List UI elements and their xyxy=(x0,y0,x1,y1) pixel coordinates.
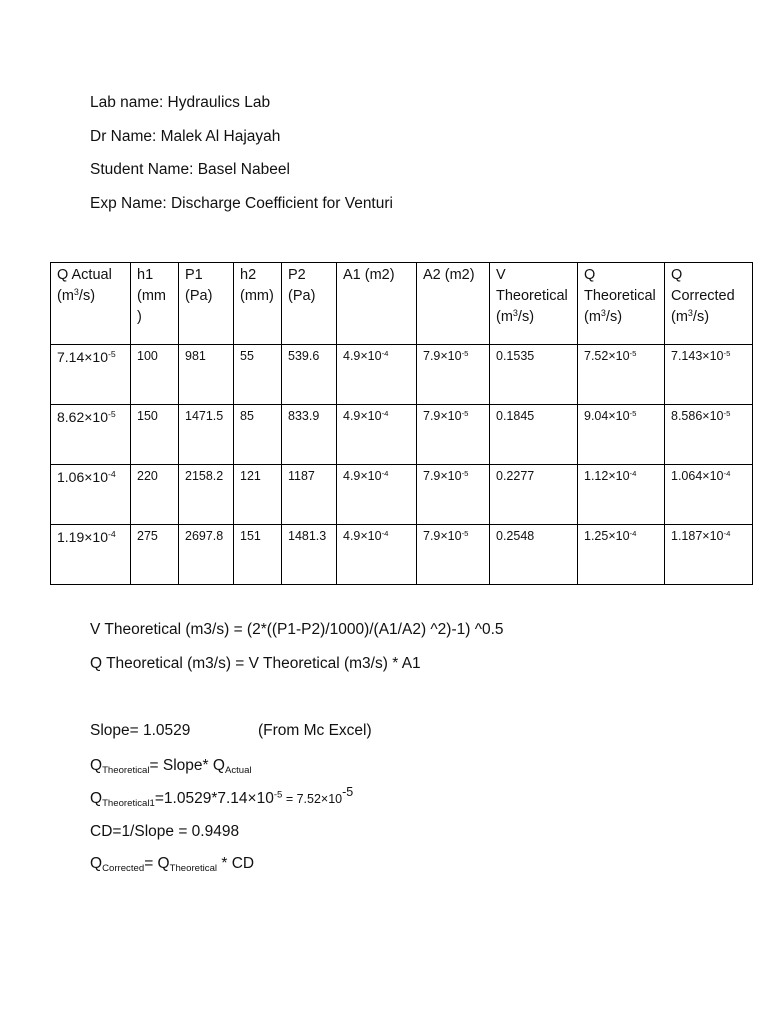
cell-value: 8.586×10 xyxy=(671,409,724,423)
cell-value: 1.25×10 xyxy=(584,529,630,543)
cell-value: 1.19×10 xyxy=(57,529,108,545)
q-example-formula xyxy=(90,785,354,809)
table-cell xyxy=(51,405,131,465)
table-cell xyxy=(665,345,753,405)
q-symbol: Q xyxy=(90,757,103,774)
table-cell xyxy=(490,465,578,525)
q-slope-formula xyxy=(90,757,252,775)
cell-exponent: -5 xyxy=(108,349,116,360)
cell-value: 1.064×10 xyxy=(671,469,724,483)
cell-value: 7.9×10 xyxy=(423,469,462,483)
table-cell xyxy=(490,405,578,465)
table-cell xyxy=(179,345,234,405)
column-header xyxy=(131,263,179,345)
cell-value: 7.143×10 xyxy=(671,349,724,363)
slope-line xyxy=(90,722,372,740)
exponent: -5 xyxy=(273,789,283,801)
cell-value: 4.9×10 xyxy=(343,409,382,423)
cell-exponent: -4 xyxy=(381,348,389,358)
cell-exponent: -5 xyxy=(629,348,637,358)
cell-exponent: -5 xyxy=(461,528,469,538)
column-header xyxy=(417,263,490,345)
column-header-text: V Theoretical (m xyxy=(496,267,568,325)
q-corrected-formula xyxy=(90,855,254,873)
cell-value: 7.9×10 xyxy=(423,409,462,423)
table-cell xyxy=(490,525,578,585)
column-header-text: P1 (Pa) xyxy=(185,267,213,304)
cell-value: 7.9×10 xyxy=(423,529,462,543)
table-cell xyxy=(51,465,131,525)
table-cell xyxy=(337,525,417,585)
cell-value: 981 xyxy=(185,349,206,363)
q-corrected-mid: = Q xyxy=(144,855,170,872)
cell-value: 151 xyxy=(240,529,261,543)
cell-value: 1.06×10 xyxy=(57,469,108,485)
cell-exponent: -4 xyxy=(629,468,637,478)
column-header xyxy=(179,263,234,345)
lab-name: Lab name: Hydraulics Lab xyxy=(90,94,271,111)
table-cell xyxy=(490,345,578,405)
cell-value: 539.6 xyxy=(288,349,320,363)
cell-exponent: -5 xyxy=(629,408,637,418)
cell-value: 150 xyxy=(137,409,158,423)
cell-value: 1.187×10 xyxy=(671,529,724,543)
column-header-unit: /s) xyxy=(78,288,96,304)
cell-exponent: -5 xyxy=(461,408,469,418)
slope-source: (From Mc Excel) xyxy=(258,722,372,739)
table-cell xyxy=(282,405,337,465)
cell-value: 220 xyxy=(137,469,158,483)
table-cell xyxy=(131,525,179,585)
table-header-row xyxy=(51,263,753,345)
column-header-text: Q Actual (m xyxy=(57,267,112,304)
q-slope-mid: = Slope* Q xyxy=(149,757,225,774)
table-cell xyxy=(234,345,282,405)
cell-exponent: -4 xyxy=(381,408,389,418)
cell-value: 1471.5 xyxy=(185,409,224,423)
table-cell xyxy=(665,465,753,525)
cell-exponent: -5 xyxy=(108,409,116,420)
experiment-name: Exp Name: Discharge Coefficient for Venturi xyxy=(90,195,393,212)
cell-value: 100 xyxy=(137,349,158,363)
table-cell xyxy=(337,465,417,525)
table-cell xyxy=(234,525,282,585)
cell-value: 2158.2 xyxy=(185,469,224,483)
column-header-text: A2 (m2) xyxy=(423,267,475,283)
table-cell xyxy=(131,465,179,525)
cell-value: 1187 xyxy=(288,469,315,483)
table-cell xyxy=(51,525,131,585)
table-cell xyxy=(234,465,282,525)
cell-exponent: -5 xyxy=(723,408,731,418)
q-subscript: Theoretical xyxy=(102,764,150,776)
cell-value: 833.9 xyxy=(288,409,320,423)
column-header xyxy=(337,263,417,345)
table-cell xyxy=(417,465,490,525)
table-cell xyxy=(179,465,234,525)
table-cell xyxy=(337,345,417,405)
cell-exponent: -5 xyxy=(461,468,469,478)
exponent: -5 xyxy=(342,785,354,800)
cell-value: 9.04×10 xyxy=(584,409,630,423)
column-header-unit: /s) xyxy=(692,309,710,325)
cell-value: 0.1535 xyxy=(496,349,535,363)
table-cell xyxy=(417,405,490,465)
cell-value: 2697.8 xyxy=(185,529,224,543)
column-header-unit: /s) xyxy=(517,309,535,325)
column-header-unit: /s) xyxy=(605,309,623,325)
cell-exponent: -5 xyxy=(723,348,731,358)
q-subscript: Corrected xyxy=(102,862,145,874)
cd-formula: CD=1/Slope = 0.9498 xyxy=(90,823,240,840)
column-header xyxy=(665,263,753,345)
cell-exponent: -5 xyxy=(461,348,469,358)
doctor-name: Dr Name: Malek Al Hajayah xyxy=(90,128,281,145)
column-header-exponent: 3 xyxy=(512,308,518,319)
column-header xyxy=(282,263,337,345)
cell-value: 7.52×10 xyxy=(584,349,630,363)
column-header-exponent: 3 xyxy=(600,308,606,319)
table-cell xyxy=(282,525,337,585)
cell-exponent: -4 xyxy=(108,469,116,480)
table-cell xyxy=(51,345,131,405)
table-row xyxy=(51,525,753,585)
cell-value: 0.2548 xyxy=(496,529,535,543)
q-subscript: Actual xyxy=(224,764,252,776)
table-cell xyxy=(282,345,337,405)
table-body xyxy=(51,345,753,585)
cell-value: 4.9×10 xyxy=(343,349,382,363)
table-cell xyxy=(131,345,179,405)
column-header-text: P2 (Pa) xyxy=(288,267,316,304)
table-cell xyxy=(179,405,234,465)
column-header-text: Q Corrected (m xyxy=(671,267,735,325)
column-header-exponent: 3 xyxy=(687,308,693,319)
q-example-result: = 7.52×10 xyxy=(282,792,343,806)
cell-value: 8.62×10 xyxy=(57,409,108,425)
q-subscript: Theoretical xyxy=(169,862,218,874)
cell-value: 1.12×10 xyxy=(584,469,630,483)
column-header-text: A1 (m2) xyxy=(343,267,395,283)
cell-value: 7.9×10 xyxy=(423,349,462,363)
results-table xyxy=(50,262,753,585)
cell-exponent: -4 xyxy=(723,528,731,538)
table-cell xyxy=(337,405,417,465)
table-cell xyxy=(578,345,665,405)
cell-exponent: -4 xyxy=(629,528,637,538)
table-cell xyxy=(417,345,490,405)
table-cell xyxy=(578,525,665,585)
q-subscript: Theoretical1 xyxy=(102,797,155,809)
cell-value: 7.14×10 xyxy=(57,349,108,365)
cell-value: 1481.3 xyxy=(288,529,327,543)
column-header-text: Q Theoretical (m xyxy=(584,267,656,325)
cell-value: 55 xyxy=(240,349,254,363)
column-header-exponent: 3 xyxy=(73,287,79,298)
student-name: Student Name: Basel Nabeel xyxy=(90,161,290,178)
cell-exponent: -4 xyxy=(723,468,731,478)
table-cell xyxy=(578,465,665,525)
column-header-text: h1 (mm ) xyxy=(137,267,166,325)
cell-value: 0.1845 xyxy=(496,409,535,423)
cell-exponent: -4 xyxy=(381,528,389,538)
cell-value: 4.9×10 xyxy=(343,529,382,543)
q-corrected-tail: * CD xyxy=(217,855,255,872)
table-row xyxy=(51,465,753,525)
column-header xyxy=(490,263,578,345)
cell-exponent: -4 xyxy=(108,529,116,540)
column-header xyxy=(578,263,665,345)
cell-exponent: -4 xyxy=(381,468,389,478)
table-row xyxy=(51,405,753,465)
column-header xyxy=(51,263,131,345)
slope-value: Slope= 1.0529 xyxy=(90,722,191,739)
cell-value: 0.2277 xyxy=(496,469,535,483)
q-symbol: Q xyxy=(90,855,103,872)
column-header xyxy=(234,263,282,345)
table-cell xyxy=(179,525,234,585)
cell-value: 275 xyxy=(137,529,158,543)
table-cell xyxy=(282,465,337,525)
table-cell xyxy=(131,405,179,465)
table-cell xyxy=(417,525,490,585)
column-header-text: h2 (mm) xyxy=(240,267,274,304)
table-cell xyxy=(578,405,665,465)
cell-value: 121 xyxy=(240,469,261,483)
table-cell xyxy=(665,405,753,465)
cell-value: 85 xyxy=(240,409,254,423)
table-cell xyxy=(234,405,282,465)
q-example-mid: =1.0529*7.14×10 xyxy=(154,790,274,807)
q-symbol: Q xyxy=(90,790,103,807)
table-row xyxy=(51,345,753,405)
cell-value: 4.9×10 xyxy=(343,469,382,483)
table-cell xyxy=(665,525,753,585)
q-theoretical-formula: Q Theoretical (m3/s) = V Theoretical (m3/s) * A1 xyxy=(90,655,421,672)
v-theoretical-formula: V Theoretical (m3/s) = (2*((P1-P2)/1000)/(A1/A2) ^2)-1) ^0.5 xyxy=(90,621,504,638)
